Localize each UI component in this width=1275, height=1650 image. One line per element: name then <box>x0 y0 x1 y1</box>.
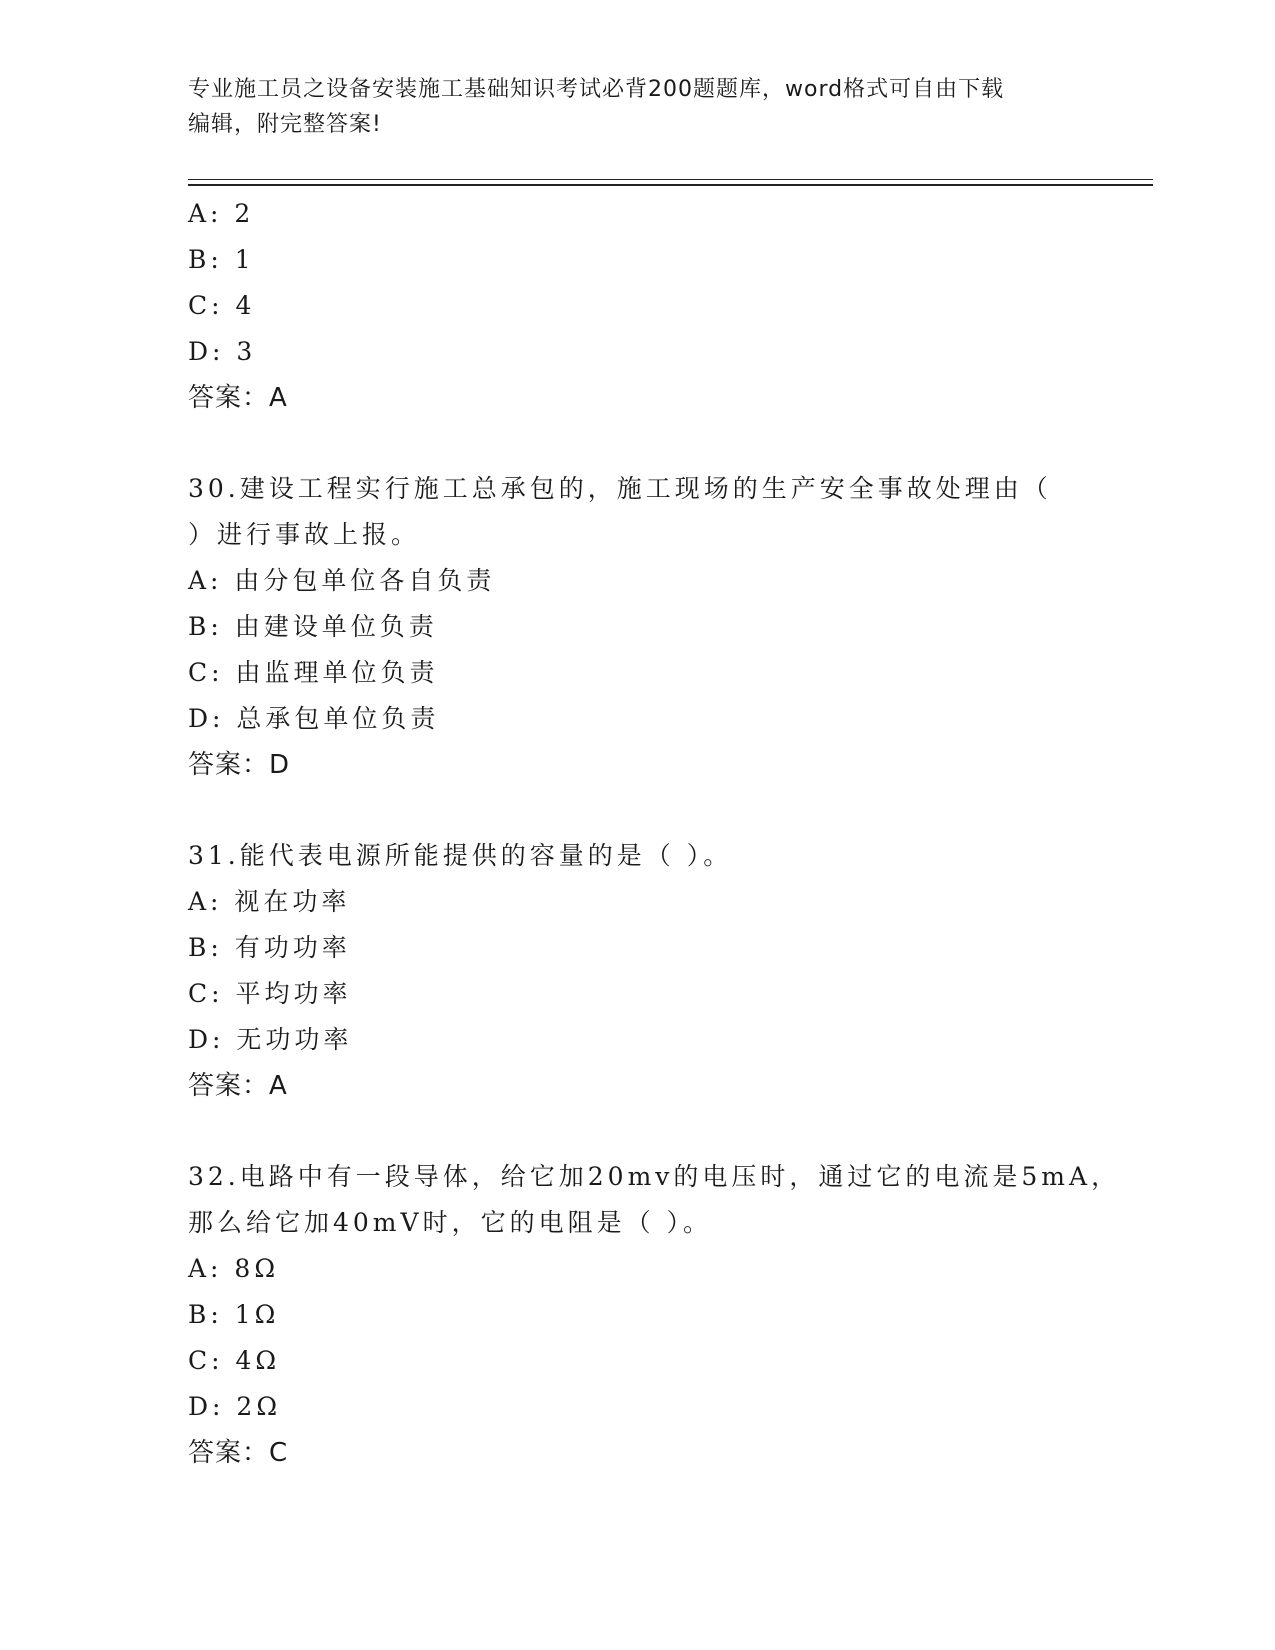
header-title-line-2: 编辑，附完整答案! <box>188 112 382 137</box>
option-d: D: 总承包单位负责 <box>188 704 440 733</box>
answer-line: 答案：D <box>188 750 291 780</box>
header-title-line-1: 专业施工员之设备安装施工基础知识考试必背200题题库，word格式可自由下载 <box>188 77 1005 102</box>
option-a: A: 视在功率 <box>188 887 351 916</box>
header-divider-thick <box>188 184 1153 186</box>
question-32 <box>188 1154 1153 1476</box>
option-d: D: 无功功率 <box>188 1025 353 1054</box>
option-c: C: 4 <box>188 291 256 320</box>
option-b: B: 1Ω <box>188 1300 280 1329</box>
spacer <box>188 1109 1153 1154</box>
spacer <box>188 788 1153 833</box>
option-d: D: 2Ω <box>188 1392 282 1421</box>
question-stem-line-1: 32.电路中有一段导体，给它加20mv的电压时，通过它的电流是5mA， <box>188 1162 1121 1191</box>
question-31 <box>188 833 1153 1109</box>
question-stem-line-2: ）进行事故上报。 <box>188 520 421 549</box>
option-a: A: 2 <box>188 199 255 228</box>
answer-line: 答案：C <box>188 1438 289 1468</box>
question-stem-line-2: 那么给它加40mV时，它的电阻是（ ）。 <box>188 1208 713 1237</box>
answer-line: 答案：A <box>188 1071 288 1101</box>
option-b: B: 1 <box>188 245 255 274</box>
header-divider-thin <box>188 179 1153 180</box>
answer-line: 答案：A <box>188 383 288 413</box>
question-30 <box>188 466 1153 788</box>
option-a: A: 由分包单位各自负责 <box>188 566 496 595</box>
document-body <box>188 191 1153 1476</box>
option-b: B: 由建设单位负责 <box>188 612 438 641</box>
option-d: D: 3 <box>188 337 257 366</box>
document-header <box>188 72 1088 142</box>
option-c: C: 平均功率 <box>188 979 352 1008</box>
option-c: C: 4Ω <box>188 1346 281 1375</box>
question-block-previous <box>188 191 1153 421</box>
question-stem-line-1: 30.建设工程实行施工总承包的，施工现场的生产安全事故处理由（ <box>188 474 1052 503</box>
option-c: C: 由监理单位负责 <box>188 658 439 687</box>
option-a: A: 8Ω <box>188 1254 280 1283</box>
spacer <box>188 421 1153 466</box>
option-b: B: 有功功率 <box>188 933 351 962</box>
question-stem-line-1: 31.能代表电源所能提供的容量的是（ ）。 <box>188 841 733 870</box>
